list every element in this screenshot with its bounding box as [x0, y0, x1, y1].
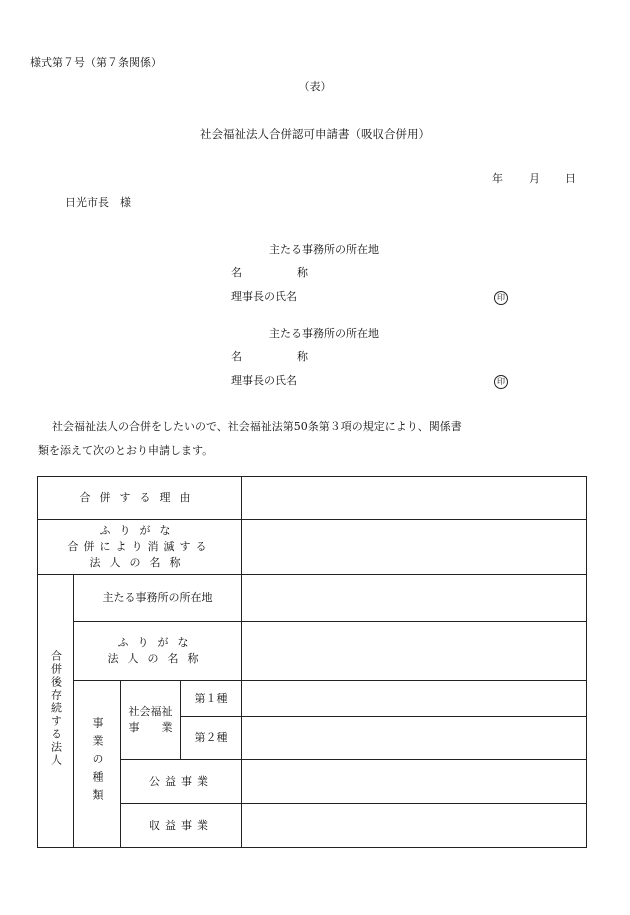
reason-label-cell: [38, 477, 242, 520]
public-interest-value-cell[interactable]: [242, 760, 587, 804]
addressee: 日光市長 様: [65, 196, 131, 209]
profit-label: 収益事業: [149, 818, 213, 832]
social-welfare-line2: 事 業: [128, 721, 173, 734]
applicant2-name-label: 名 称: [231, 350, 308, 363]
name-label: 法人の名称: [107, 652, 208, 665]
form-number: 様式第７号（第７条関係）: [30, 56, 162, 69]
social-welfare-cell: [121, 681, 181, 760]
body-text-line1: 社会福祉法人の合併をしたいので、社会福祉法第50条第３項の規定により、関係書: [52, 420, 462, 433]
side-label: （表）: [298, 80, 332, 93]
extinguished-furigana: ふりがな: [99, 524, 180, 537]
extinguished-line2: 法人の名称: [89, 556, 190, 569]
surviving-group-label: 合併後存続する法人: [49, 650, 63, 767]
applicant2-seal: 印: [494, 375, 508, 389]
profit-label-cell: [121, 804, 242, 848]
public-interest-label: 公益事業: [149, 774, 213, 788]
applicant2-address-label: 主たる事務所の所在地: [269, 327, 379, 340]
date-day: 日: [565, 172, 576, 185]
address-value-cell[interactable]: [242, 575, 587, 622]
document-title: 社会福祉法人合併認可申請書（吸収合併用）: [200, 127, 430, 141]
applicant1-seal: 印: [494, 291, 508, 305]
extinguished-value-cell[interactable]: [242, 520, 587, 575]
profit-value-cell[interactable]: [242, 804, 587, 848]
type1-value-cell[interactable]: [242, 681, 587, 717]
surviving-group-cell: [38, 575, 74, 848]
extinguished-line1: 合併により消滅する: [67, 540, 212, 553]
application-table: [37, 476, 587, 848]
reason-label: 合併する理由: [79, 491, 200, 504]
business-types-label: 事業の種類: [91, 716, 104, 807]
reason-value-cell[interactable]: [242, 477, 587, 520]
date-month: 月: [529, 172, 540, 185]
applicant1-chair-label: 理事長の氏名: [231, 290, 297, 303]
type2-label: 第２種: [194, 731, 228, 744]
name-furigana: ふりがな: [117, 636, 198, 649]
business-types-cell: [74, 681, 121, 848]
address-label-cell: [74, 575, 242, 622]
type1-label-cell: [181, 681, 242, 717]
type1-label: 第１種: [194, 691, 228, 705]
applicant1-name-label: 名 称: [231, 266, 308, 279]
type2-value-cell[interactable]: [242, 717, 587, 760]
applicant2-chair-label: 理事長の氏名: [231, 374, 297, 387]
date-year: 年: [492, 172, 503, 185]
body-text-line2: 類を添えて次のとおり申請します。: [38, 444, 214, 457]
extinguished-label-cell: [38, 520, 242, 575]
name-label-cell: [74, 622, 242, 681]
applicant1-address-label: 主たる事務所の所在地: [269, 243, 379, 256]
name-value-cell[interactable]: [242, 622, 587, 681]
type2-label-cell: [181, 717, 242, 760]
public-interest-label-cell: [121, 760, 242, 804]
social-welfare-line1: 社会福祉: [128, 705, 173, 718]
address-label: 主たる事務所の所在地: [102, 591, 213, 604]
